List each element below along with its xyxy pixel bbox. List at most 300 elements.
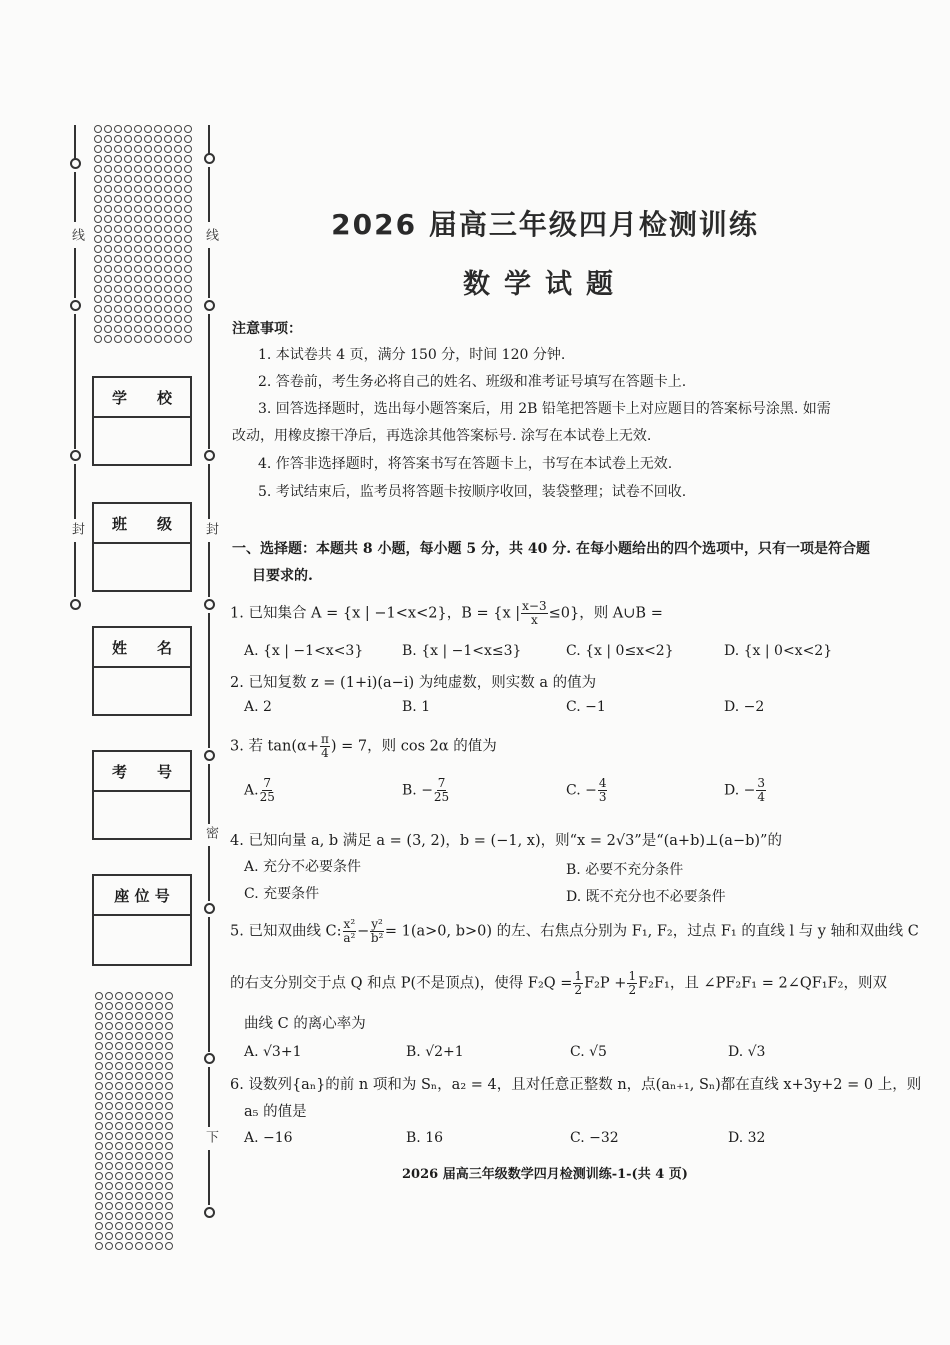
dot-mark xyxy=(105,1072,113,1080)
dot-mark xyxy=(154,215,162,223)
dot-mark xyxy=(105,1142,113,1150)
dot-mark xyxy=(164,175,172,183)
seat-number-field[interactable] xyxy=(92,874,192,966)
dot-mark xyxy=(135,1062,143,1070)
dot-mark xyxy=(134,245,142,253)
dot-mark xyxy=(124,225,132,233)
dot-mark xyxy=(164,235,172,243)
dot-mark xyxy=(135,1122,143,1130)
q5-option-a[interactable]: A. √3+1 xyxy=(244,1044,302,1060)
dot-mark xyxy=(95,1022,103,1030)
dot-mark xyxy=(105,1092,113,1100)
dot-mark xyxy=(115,1222,123,1230)
dot-mark xyxy=(114,325,122,333)
dot-mark xyxy=(145,1142,153,1150)
dot-mark xyxy=(134,265,142,273)
dot-mark xyxy=(134,285,142,293)
dot-mark xyxy=(135,1092,143,1100)
name-label: 姓 名 xyxy=(111,638,172,657)
dot-mark xyxy=(104,235,112,243)
q4-option-d[interactable]: D. 既不充分也不必要条件 xyxy=(566,889,726,905)
dot-mark xyxy=(144,225,152,233)
dot-mark xyxy=(125,992,133,1000)
q3-option-d[interactable]: D. − $\frac{3}{4}$ xyxy=(724,776,765,804)
dot-mark xyxy=(145,1232,153,1240)
dot-mark xyxy=(135,1002,143,1010)
dot-mark xyxy=(135,1132,143,1140)
dot-mark xyxy=(165,1182,173,1190)
q3-option-c[interactable]: C. − $\frac{4}{3}$ xyxy=(566,776,607,804)
q5-option-d[interactable]: D. √3 xyxy=(728,1044,766,1060)
dot-mark xyxy=(144,305,152,313)
dot-mark xyxy=(135,1022,143,1030)
dot-mark xyxy=(104,165,112,173)
dot-mark xyxy=(95,1202,103,1210)
q3-option-a[interactable]: A. $\frac{7}{25}$ xyxy=(244,776,275,804)
dot-mark xyxy=(114,315,122,323)
dot-mark xyxy=(155,1212,163,1220)
q1-option-b[interactable]: B. {x | −1<x≤3} xyxy=(402,643,522,659)
dot-mark xyxy=(105,1172,113,1180)
dot-mark xyxy=(184,225,192,233)
dot-mark xyxy=(134,145,142,153)
dot-mark xyxy=(125,1152,133,1160)
dot-mark xyxy=(134,255,142,263)
dot-mark xyxy=(95,1212,103,1220)
dot-mark xyxy=(134,315,142,323)
dot-mark xyxy=(124,255,132,263)
dot-mark xyxy=(154,265,162,273)
dot-mark xyxy=(184,295,192,303)
dot-mark xyxy=(135,1242,143,1250)
dot-mark xyxy=(125,1242,133,1250)
dot-mark xyxy=(95,1142,103,1150)
dot-mark xyxy=(155,1242,163,1250)
dot-mark xyxy=(94,235,102,243)
dot-mark xyxy=(184,335,192,343)
exam-title: 2026 届高三年级四月检测训练 xyxy=(331,208,759,241)
dot-mark xyxy=(184,215,192,223)
dot-mark xyxy=(155,1122,163,1130)
dot-mark xyxy=(94,315,102,323)
dot-mark xyxy=(145,1102,153,1110)
dot-mark xyxy=(184,265,192,273)
dot-mark xyxy=(105,1182,113,1190)
dot-mark xyxy=(184,315,192,323)
dot-mark xyxy=(124,285,132,293)
dot-mark xyxy=(115,1062,123,1070)
dot-mark xyxy=(145,1022,153,1030)
dot-mark xyxy=(115,1142,123,1150)
dot-mark xyxy=(184,125,192,133)
dot-mark xyxy=(145,1212,153,1220)
dot-mark xyxy=(145,1042,153,1050)
dot-mark xyxy=(135,1052,143,1060)
dot-mark xyxy=(125,1022,133,1030)
dot-mark xyxy=(165,1122,173,1130)
dot-mark xyxy=(94,135,102,143)
dot-mark xyxy=(94,155,102,163)
dot-mark xyxy=(165,1112,173,1120)
dot-mark xyxy=(115,1232,123,1240)
dot-mark xyxy=(164,195,172,203)
dot-mark xyxy=(174,275,182,283)
question-2: 2. 已知复数 z = (1+i)(a−i) 为纯虚数，则实数 a 的值为 xyxy=(230,675,597,691)
school-label: 学 校 xyxy=(111,388,172,407)
dot-mark xyxy=(95,1182,103,1190)
dot-mark xyxy=(115,1092,123,1100)
dot-mark xyxy=(165,1042,173,1050)
school-field[interactable] xyxy=(92,376,192,466)
dot-mark xyxy=(164,185,172,193)
dot-mark xyxy=(174,185,182,193)
dot-mark xyxy=(135,1192,143,1200)
dot-mark xyxy=(125,1122,133,1130)
dot-mark xyxy=(125,1102,133,1110)
dot-mark xyxy=(184,285,192,293)
dot-mark xyxy=(95,1062,103,1070)
q1-option-d[interactable]: D. {x | 0<x<2} xyxy=(724,643,833,659)
dot-mark xyxy=(174,125,182,133)
dot-mark xyxy=(145,1162,153,1170)
dot-mark xyxy=(165,1082,173,1090)
dot-mark xyxy=(164,255,172,263)
dot-mark xyxy=(165,1062,173,1070)
section-heading-cont: 目要求的. xyxy=(252,568,313,584)
dot-mark xyxy=(104,305,112,313)
dot-mark xyxy=(124,265,132,273)
dot-mark xyxy=(135,1212,143,1220)
dot-mark xyxy=(165,1142,173,1150)
dot-mark xyxy=(104,215,112,223)
q2-option-b[interactable]: B. 1 xyxy=(402,699,431,715)
dot-mark xyxy=(164,245,172,253)
dot-mark xyxy=(105,992,113,1000)
dot-mark xyxy=(114,255,122,263)
dot-mark xyxy=(125,1042,133,1050)
dot-mark xyxy=(125,1032,133,1040)
dot-mark xyxy=(135,1112,143,1120)
dot-mark xyxy=(145,1032,153,1040)
dot-mark xyxy=(144,335,152,343)
dot-mark xyxy=(134,275,142,283)
dot-mark xyxy=(164,135,172,143)
dot-mark xyxy=(115,1172,123,1180)
dot-mark xyxy=(135,1102,143,1110)
dot-pattern-top xyxy=(94,125,192,343)
q3-option-b[interactable]: B. − $\frac{7}{25}$ xyxy=(402,776,450,804)
dot-mark xyxy=(184,275,192,283)
dot-mark xyxy=(134,195,142,203)
q6-option-c[interactable]: C. −32 xyxy=(570,1130,619,1146)
dot-mark xyxy=(114,295,122,303)
q4-option-c[interactable]: C. 充要条件 xyxy=(244,886,320,902)
dot-mark xyxy=(94,145,102,153)
dot-mark xyxy=(104,225,112,233)
dot-mark xyxy=(164,205,172,213)
question-5-line-2: 的右支分别交于点 Q 和点 P(不是顶点)，使得 F₂Q = $\frac{1}{2}$ F₂P + $\frac{1}{2}$ F₂F₁，且 ∠PF₂F₁ = 2∠QF₁F₂，则双 xyxy=(230,969,887,997)
dot-mark xyxy=(174,195,182,203)
dot-mark xyxy=(144,315,152,323)
q6-option-a[interactable]: A. −16 xyxy=(244,1130,293,1146)
dot-mark xyxy=(114,285,122,293)
dot-mark xyxy=(174,305,182,313)
dot-mark xyxy=(95,1162,103,1170)
dot-mark xyxy=(164,125,172,133)
dot-mark xyxy=(125,1082,133,1090)
dot-mark xyxy=(105,1002,113,1010)
exam-number-field[interactable] xyxy=(92,750,192,840)
dot-mark xyxy=(115,992,123,1000)
dot-mark xyxy=(154,325,162,333)
dot-mark xyxy=(174,265,182,273)
dot-mark xyxy=(145,1182,153,1190)
dot-mark xyxy=(145,1052,153,1060)
dot-mark xyxy=(155,992,163,1000)
dot-mark xyxy=(115,1212,123,1220)
dot-mark xyxy=(115,1112,123,1120)
dot-mark xyxy=(114,275,122,283)
dot-mark xyxy=(114,185,122,193)
dot-mark xyxy=(115,1052,123,1060)
q1-option-c[interactable]: C. {x | 0≤x<2} xyxy=(566,643,674,659)
dot-mark xyxy=(144,295,152,303)
dot-mark xyxy=(115,1042,123,1050)
q6-option-b[interactable]: B. 16 xyxy=(406,1130,444,1146)
dot-mark xyxy=(105,1102,113,1110)
dot-mark xyxy=(115,1032,123,1040)
dot-mark xyxy=(105,1152,113,1160)
dot-mark xyxy=(164,295,172,303)
question-6: 6. 设数列{aₙ}的前 n 项和为 Sₙ，a₂ = 4，且对任意正整数 n，点(aₙ₊₁, Sₙ)都在直线 x+3y+2 = 0 上，则 xyxy=(230,1077,922,1093)
dot-mark xyxy=(144,275,152,283)
question-5: 5. 已知双曲线 C: $\frac{\text{x²}}{\text{a²}}$ − $\frac{\text{y²}}{\text{b²}}$ = 1(a>0, b>0) 的左、右焦点分别为 F₁, F₂，过点 F₁ 的直线 l 与 y 轴和双曲线 C xyxy=(230,917,919,945)
dot-mark xyxy=(164,275,172,283)
dot-mark xyxy=(165,1152,173,1160)
dot-mark xyxy=(144,285,152,293)
dot-mark xyxy=(184,165,192,173)
dot-mark xyxy=(104,295,112,303)
dot-mark xyxy=(164,285,172,293)
dot-mark xyxy=(184,245,192,253)
dot-mark xyxy=(154,175,162,183)
dot-mark xyxy=(174,285,182,293)
dot-mark xyxy=(114,305,122,313)
seat-number-label: 座 位 号 xyxy=(114,886,170,905)
dot-mark xyxy=(95,1222,103,1230)
question-1: 1. 已知集合 A = {x | −1<x<2}，B = {x | $\frac{x-3}{x}$ ≤0}，则 A∪B = xyxy=(230,599,663,627)
dot-mark xyxy=(155,1032,163,1040)
dot-mark xyxy=(115,1132,123,1140)
dot-mark xyxy=(135,1232,143,1240)
dot-mark xyxy=(124,215,132,223)
dot-mark xyxy=(184,255,192,263)
dot-mark xyxy=(154,245,162,253)
dot-mark xyxy=(95,992,103,1000)
dot-mark xyxy=(94,295,102,303)
dot-mark xyxy=(104,275,112,283)
q2-option-a[interactable]: A. 2 xyxy=(244,699,272,715)
q1-option-a[interactable]: A. {x | −1<x<3} xyxy=(244,643,364,659)
dot-mark xyxy=(95,1012,103,1020)
dot-mark xyxy=(154,275,162,283)
dot-mark xyxy=(155,1092,163,1100)
dot-mark xyxy=(155,1102,163,1110)
dot-mark xyxy=(105,1202,113,1210)
dot-mark xyxy=(104,135,112,143)
dot-mark xyxy=(125,1182,133,1190)
dot-mark xyxy=(105,1082,113,1090)
dot-mark xyxy=(135,1172,143,1180)
dot-mark xyxy=(105,1222,113,1230)
q6-option-d[interactable]: D. 32 xyxy=(728,1130,766,1146)
dot-mark xyxy=(125,1222,133,1230)
dot-mark xyxy=(174,135,182,143)
dot-mark xyxy=(154,205,162,213)
dot-mark xyxy=(124,175,132,183)
dot-mark xyxy=(124,275,132,283)
dot-mark xyxy=(124,165,132,173)
dot-mark xyxy=(105,1232,113,1240)
dot-mark xyxy=(145,1002,153,1010)
dot-mark xyxy=(174,155,182,163)
dot-mark xyxy=(125,1092,133,1100)
question-3: 3. 若 tan(α+ $\frac{\pi}{4}$ ) = 7，则 cos 2α 的值为 xyxy=(230,732,497,760)
dot-mark xyxy=(154,185,162,193)
dot-mark xyxy=(154,225,162,233)
dot-mark xyxy=(114,235,122,243)
dot-mark xyxy=(114,215,122,223)
dot-mark xyxy=(174,235,182,243)
dot-mark xyxy=(134,215,142,223)
dot-mark xyxy=(165,1032,173,1040)
dot-mark xyxy=(105,1122,113,1130)
dot-pattern-bottom xyxy=(95,992,173,1250)
dot-mark xyxy=(174,165,182,173)
dot-mark xyxy=(115,1002,123,1010)
dot-mark xyxy=(125,1062,133,1070)
dot-mark xyxy=(165,1022,173,1030)
dot-mark xyxy=(164,305,172,313)
dot-mark xyxy=(125,1192,133,1200)
dot-mark xyxy=(174,295,182,303)
dot-mark xyxy=(124,335,132,343)
dot-mark xyxy=(95,1002,103,1010)
dot-mark xyxy=(114,265,122,273)
dot-mark xyxy=(124,315,132,323)
question-5-line-3: 曲线 C 的离心率为 xyxy=(244,1016,366,1032)
q5-option-b[interactable]: B. √2+1 xyxy=(406,1044,464,1060)
dot-mark xyxy=(135,1202,143,1210)
dot-mark xyxy=(155,1042,163,1050)
q4-option-a[interactable]: A. 充分不必要条件 xyxy=(244,859,362,875)
dot-mark xyxy=(164,165,172,173)
q2-option-c[interactable]: C. −1 xyxy=(566,699,606,715)
dot-mark xyxy=(145,1072,153,1080)
dot-mark xyxy=(125,1072,133,1080)
dot-mark xyxy=(135,1222,143,1230)
dot-mark xyxy=(105,1242,113,1250)
dot-mark xyxy=(114,205,122,213)
dot-mark xyxy=(115,1072,123,1080)
dot-mark xyxy=(164,315,172,323)
dot-mark xyxy=(165,1162,173,1170)
dot-mark xyxy=(95,1122,103,1130)
dot-mark xyxy=(115,1152,123,1160)
dot-mark xyxy=(134,235,142,243)
dot-mark xyxy=(134,295,142,303)
dot-mark xyxy=(144,215,152,223)
binding-label: 下 xyxy=(203,1130,218,1143)
dot-mark xyxy=(184,175,192,183)
dot-mark xyxy=(94,275,102,283)
class-field[interactable] xyxy=(92,502,192,592)
dot-mark xyxy=(105,1062,113,1070)
dot-mark xyxy=(165,1172,173,1180)
q5-option-c[interactable]: C. √5 xyxy=(570,1044,607,1060)
dot-mark xyxy=(94,245,102,253)
dot-mark xyxy=(154,315,162,323)
dot-mark xyxy=(134,335,142,343)
dot-mark xyxy=(145,1242,153,1250)
binding-label: 线 xyxy=(69,228,84,241)
dot-mark xyxy=(115,1182,123,1190)
dot-mark xyxy=(145,1172,153,1180)
dot-mark xyxy=(145,1082,153,1090)
dot-mark xyxy=(155,1232,163,1240)
dot-mark xyxy=(174,175,182,183)
dot-mark xyxy=(184,305,192,313)
name-field[interactable] xyxy=(92,626,192,716)
dot-mark xyxy=(155,1012,163,1020)
dot-mark xyxy=(144,325,152,333)
dot-mark xyxy=(134,135,142,143)
dot-mark xyxy=(145,1112,153,1120)
dot-mark xyxy=(184,325,192,333)
dot-mark xyxy=(125,1052,133,1060)
dot-mark xyxy=(124,185,132,193)
dot-mark xyxy=(115,1012,123,1020)
dot-mark xyxy=(105,1012,113,1020)
dot-mark xyxy=(154,135,162,143)
dot-mark xyxy=(135,1152,143,1160)
dot-mark xyxy=(95,1042,103,1050)
dot-mark xyxy=(104,285,112,293)
dot-mark xyxy=(104,335,112,343)
dot-mark xyxy=(94,125,102,133)
dot-mark xyxy=(145,1012,153,1020)
dot-mark xyxy=(164,265,172,273)
dot-mark xyxy=(95,1082,103,1090)
dot-mark xyxy=(114,155,122,163)
dot-mark xyxy=(154,235,162,243)
q2-option-d[interactable]: D. −2 xyxy=(724,699,765,715)
dot-mark xyxy=(134,125,142,133)
dot-mark xyxy=(115,1202,123,1210)
dot-mark xyxy=(124,205,132,213)
note-line: 改动，用橡皮擦干净后，再选涂其他答案标号. 涂写在本试卷上无效. xyxy=(232,428,652,444)
dot-mark xyxy=(95,1052,103,1060)
question-4: 4. 已知向量 a, b 满足 a = (3, 2)，b = (−1, x)，则“x = 2√3”是“(a+b)⊥(a−b)”的 xyxy=(230,833,782,849)
dot-mark xyxy=(94,265,102,273)
dot-mark xyxy=(125,1132,133,1140)
dot-mark xyxy=(154,145,162,153)
dot-mark xyxy=(165,1232,173,1240)
q4-option-b[interactable]: B. 必要不充分条件 xyxy=(566,862,684,878)
dot-mark xyxy=(95,1152,103,1160)
exam-subtitle: 数学试题 xyxy=(463,269,627,300)
dot-mark xyxy=(155,1222,163,1230)
